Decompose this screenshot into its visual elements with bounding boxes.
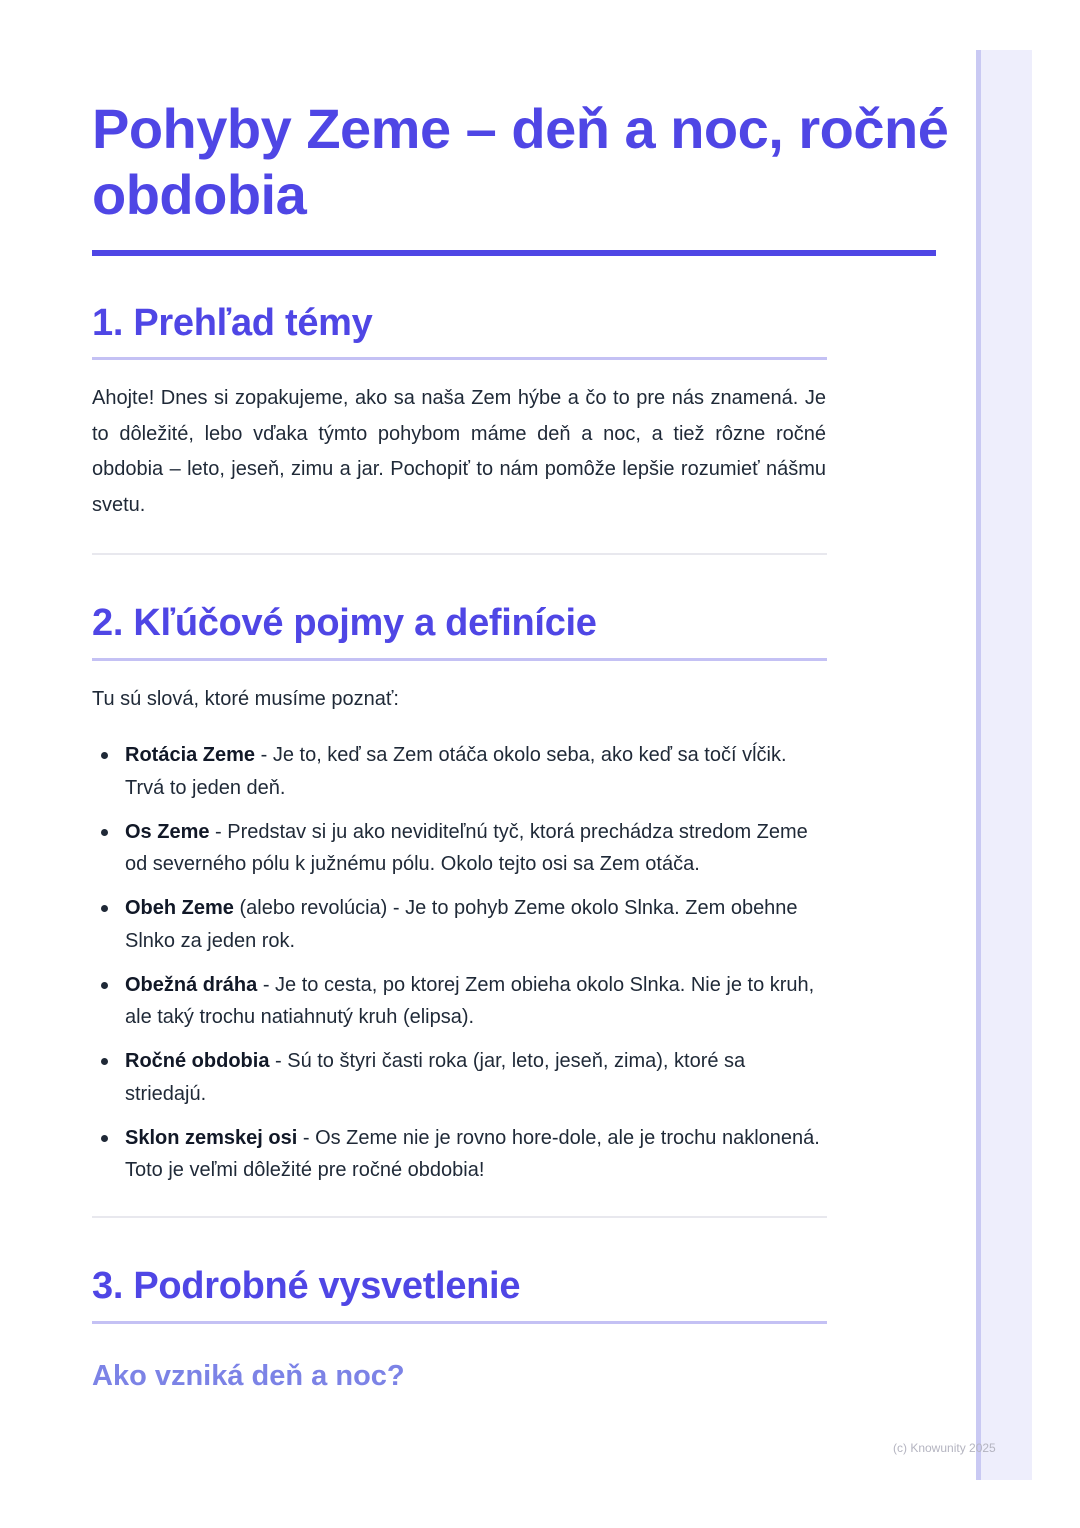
section-divider	[92, 553, 827, 555]
term-definition: - Je to cesta, po ktorej Zem obieha okolo Slnka. Nie je to kruh, ale taký trochu natiahnutý kruh (elipsa).	[125, 973, 815, 1028]
term-name: Obeh Zeme	[125, 897, 234, 919]
subheading-day-and-night: Ako vzniká deň a noc?	[92, 1360, 405, 1392]
list-item	[92, 892, 827, 957]
term-name: Ročné obdobia	[125, 1050, 270, 1072]
section-underline	[92, 658, 827, 661]
term-name: Rotácia Zeme	[125, 744, 256, 766]
list-item	[92, 1045, 827, 1110]
section-heading-key-terms: 2. Kľúčové pojmy a definície	[92, 602, 597, 644]
term-definition: - Os Zeme nie je rovno hore-dole, ale je trochu naklonená. Toto je veľmi dôležité pre ročné obdobia!	[125, 1126, 820, 1181]
bullet-icon	[101, 982, 108, 989]
list-item	[92, 969, 827, 1034]
term-definition: - Predstav si ju ako neviditeľnú tyč, ktorá prechádza stredom Zeme od severného pólu k južnému pólu. Okolo tejto osi sa Zem otáča.	[125, 820, 808, 875]
list-item	[92, 1122, 827, 1187]
list-item	[92, 816, 827, 881]
term-name: Sklon zemskej osi	[125, 1126, 298, 1149]
overview-paragraph: Ahojte! Dnes si zopakujeme, ako sa naša Zem hýbe a čo to pre nás znamená. Je to dôležité, lebo vďaka týmto pohybom máme deň a noc, a tiež rôzne ročné obdobia – leto, jeseň, zimu a jar. Pochopiť to nám pomôže lepšie rozumieť nášmu svetu.	[92, 387, 826, 516]
side-margin-line	[976, 50, 981, 1480]
bullet-icon	[101, 1135, 108, 1142]
bullet-icon	[101, 905, 108, 912]
list-item	[92, 739, 827, 804]
bullet-icon	[101, 829, 108, 836]
copyright-footer: (c) Knowunity 2025	[893, 1441, 996, 1455]
section-divider	[92, 1216, 827, 1218]
bullet-icon	[101, 1058, 108, 1065]
term-definition: (alebo revolúcia) - Je to pohyb Zeme okolo Slnka. Zem obehne Slnko za jeden rok.	[125, 897, 798, 952]
section-heading-overview: 1. Prehľad témy	[92, 302, 373, 344]
term-definition: - Sú to štyri časti roka (jar, leto, jeseň, zima), ktoré sa striedajú.	[125, 1050, 746, 1105]
bullet-icon	[101, 752, 108, 759]
title-underline	[92, 250, 936, 256]
key-terms-intro: Tu sú slová, ktoré musíme poznať:	[92, 688, 399, 710]
term-name: Os Zeme	[125, 820, 210, 843]
section-underline	[92, 1321, 827, 1324]
section-underline	[92, 357, 827, 360]
page-title: Pohyby Zeme – deň a noc, ročné obdobia	[92, 97, 949, 226]
term-definition: - Je to, keď sa Zem otáča okolo seba, ako keď sa točí vĺčik. Trvá to jeden deň.	[125, 744, 787, 799]
key-terms-list	[92, 739, 827, 1198]
term-name: Obežná dráha	[125, 973, 258, 996]
side-margin-panel	[976, 50, 1032, 1480]
section-heading-detailed-explanation: 3. Podrobné vysvetlenie	[92, 1265, 521, 1307]
